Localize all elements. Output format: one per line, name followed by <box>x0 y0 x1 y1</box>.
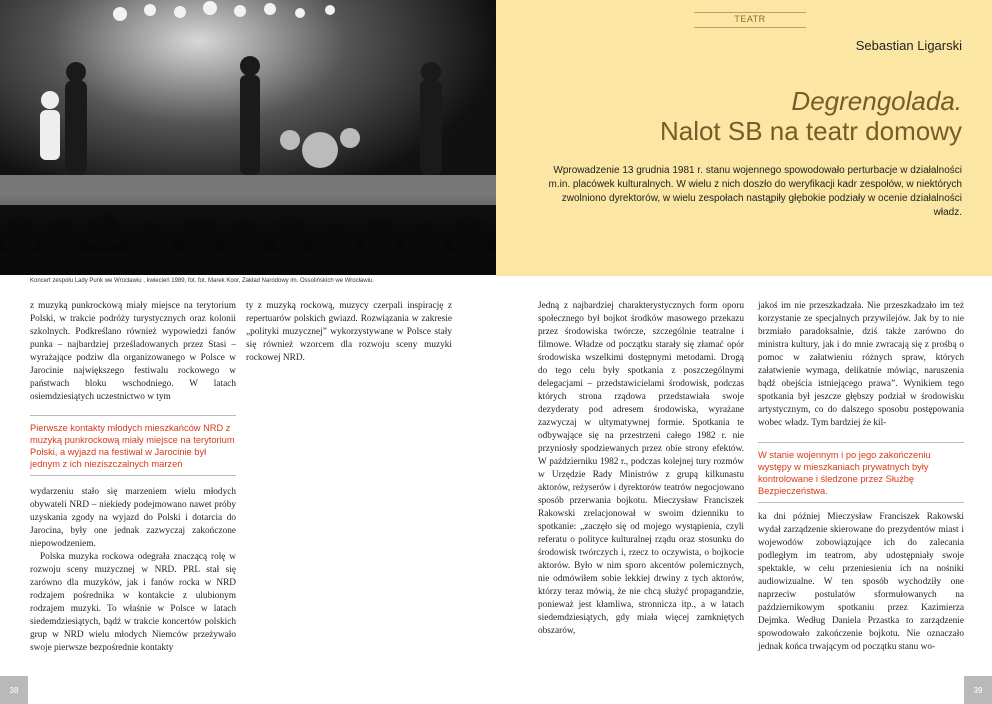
page-number-right: 39 <box>964 676 992 704</box>
author-name: Sebastian Ligarski <box>855 38 962 53</box>
photo-caption: Koncert zespołu Lady Punk we Wrocławiu , kwiecień 1989, fot. fot. Marek Koor, Zakład Narodowy im. Ossolińskich we Wrocławiu. <box>30 278 374 284</box>
article-header <box>496 0 992 276</box>
paragraph: Jedną z najbardziej charakterystycznych form oporu społecznego był bojkot środków masowego przekazu przez środowiska twórcze, szczególnie teatralne i filmowe. Władze od początku starały się złamać opór środowiska wszelkimi dostępnymi metodami. Drogą do tego celu były spotkania z poszczególnymi delegacjami – przedstawicielami środowisk, podczas których strona rządowa przedstawiała swoje dezyderaty pod adresem środowiska, wyrażane zazwyczaj w ultymatywnej formie. Spotkania te odbywające się na przestrzeni całego 1982 r. nie przyniosły spodziewanych przez obie strony efektów. W październiku 1982 r., podczas kolejnej tury rozmów w Urzędzie Rady Ministrów z grupą kilkunastu aktorów, reżyserów i dyrektorów teatrów negocjowano sposób przerwania bojkotu. Mieczysław Franciszek Rakowski zrelacjonował w swoim dzienniku to spotkanie: „zaczęło się od mojego wystąpienia, czyli referatu o polityce kulturalnej rządu oraz stosunku do środowisk twórczych i, rzecz to oczywista, o bojkocie aktorów. Było w nim sporo akcentów polemicznych, nie odmówiłem sobie lekkiej drwiny z tych aktorów, którzy teraz mówią, że nie chcą służyć propagandzie, ponieważ jest kłamliwa, stronnicza itp., a w latach siedemdziesiątych, gdy miała więcej zamkniętych obszarów, <box>538 301 744 636</box>
section-label: TEATR <box>694 12 806 28</box>
paragraph: z muzyką punkrockową miały miejsce na terytorium Polski, w trakcie podróży turystycznych oraz kolonii szkolnych. Podkreślano również wypowiedzi fanów punka – najbardziej prześladowanych przez Stasi – wyrażające podziw dla organizowanego w Polsce w Jarocinie największego festiwalu rockowego w państwach bloku wschodniego. W latach osiemdziesiątych uczestnictwo w tym <box>30 301 236 402</box>
article-lead: Wprowadzenie 13 grudnia 1981 r. stanu wojennego spowodowało perturbacje w działalności m.in. placówek kulturalnych. W wielu z nich doszło do weryfikacji kadr zespołów, w niektórych zwolniono dyrektorów, w wielu zespołach nastąpiły głębokie podziały w ocenie działalności władz. <box>548 165 962 218</box>
left-column-1-bottom <box>30 486 236 655</box>
paragraph: ka dni później Mieczysław Franciszek Rakowski wydał zarządzenie skierowane do prezydentów miast i wojewodów zobowiązujące ich do zalecania podległym im teatrom, aby udostępniały swoje spektakle, w celu przeniesienia ich na nośniki audiowizualne. W ten sposób wychodziły one naprzeciw postulatów sformułowanych na październikowym spotkaniu przez Kazimierza Dejmka. Według Daniela Przastka to zarządzenie spowodowało zakończenie bojkotu. Nie oznaczało jednak końca trwającym od początku stanu wo- <box>758 512 964 652</box>
paragraph: jakoś im nie przeszkadzała. Nie przeszkadzało im też korzystanie ze specjalnych przywilejów. Jak by to nie brzmiało paradoksalnie, dziś także zarówno do ministra kultury, jak i do mnie zwracają się z prośbą o pomoc w załatwieniu różnych spraw, których załatwienie wymaga, delikatnie mówiąc, naruszenia bądź obejścia istniejącego prawa”. Wynikiem tego spotkania był jeszcze głębszy podział w środowisku artystycznym, co do dalszego sposobu postępowania wobec władz. Tym bardziej że kil- <box>758 301 964 428</box>
left-column-2 <box>246 300 452 365</box>
right-column-2-top <box>758 300 964 430</box>
paragraph: Polska muzyka rockowa odegrała znaczącą rolę w rozwoju sceny muzycznej w NRD. PRL stał się zarówno dla muzyków, jak i fanów rocka w NRD rodzajem pośrednika w kontakcie z ulubionym rodzajem muzyki. To właśnie w Polsce w latach siedemdziesiątych, bądź w trakcie koncertów polskich grup w NRD wielu młodych Niemców przeżywało swoje pierwsze bezpośrednie kontakty <box>30 552 236 653</box>
right-column-1 <box>538 300 744 638</box>
right-column-2-bottom <box>758 511 964 654</box>
paragraph: wydarzeniu stało się marzeniem wielu młodych obywateli NRD – niekiedy podejmowano nawet próby uzyskania zgody na wyjazd do Polski i dotarcia do Jarocina, były one jednak zazwyczaj zakończone niepowodzeniem. <box>30 487 236 549</box>
pull-quote-right: W stanie wojennym i po jego zakończeniu występy w mieszkaniach prywatnych były kontrolowane i śledzone przez Służbę Bezpieczeństwa. <box>758 442 964 503</box>
concert-photo <box>0 0 496 275</box>
concert-photo-image <box>0 0 496 275</box>
article-title-line-1: Degrengolada. <box>791 86 962 116</box>
pull-quote-left: Pierwsze kontakty młodych mieszkańców NRD z muzyką punkrockową miały miejsce na terytorium Polski, a wyjazd na festiwal w Jarocinie był jednym z ich nieziszczalnych marzeń <box>30 415 236 476</box>
left-column-1-top <box>30 300 236 404</box>
right-page <box>496 0 992 704</box>
page-number-left: 38 <box>0 676 28 704</box>
article-title-line-2: Nalot SB na teatr domowy <box>659 116 962 146</box>
paragraph: ty z muzyką rockową, muzycy czerpali inspirację z repertuarów polskich gwiazd. Rozwiązania w zakresie „polityki muzycznej” wykorzystywane w Polsce stały się również wzorcem dla rozwoju sceny muzyki rockowej NRD. <box>246 301 452 363</box>
